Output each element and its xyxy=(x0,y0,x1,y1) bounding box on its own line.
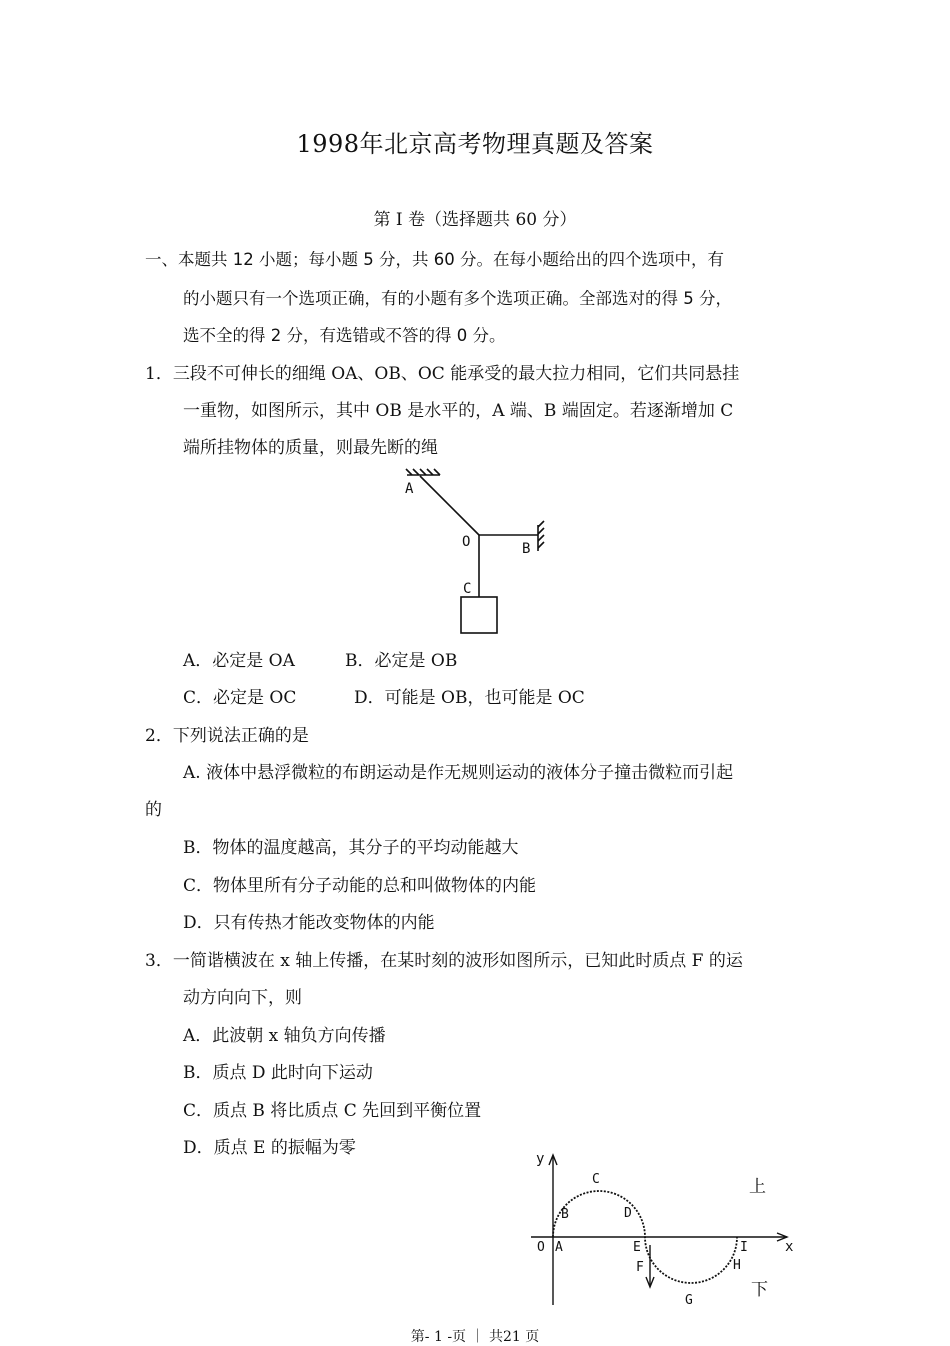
q1-label-b: B xyxy=(522,541,531,557)
instructions-line-1: 一、本题共 12 小题；每小题 5 分，共 60 分。在每小题给出的四个选项中，有 xyxy=(145,250,724,269)
instructions-line-3: 选不全的得 2 分，有选错或不答的得 0 分。 xyxy=(183,326,506,345)
q3-option-d: D．质点 E 的振幅为零 xyxy=(183,1138,356,1158)
q3-label-i: I xyxy=(740,1240,748,1255)
q3-label-d: D xyxy=(624,1206,632,1221)
q3-label-c: C xyxy=(592,1172,600,1187)
q1-option-a: A．必定是 OA xyxy=(183,651,295,671)
page-footer: 第- 1 -页 ｜ 共21 页 xyxy=(410,1329,540,1345)
q3-axis-y-label: y xyxy=(536,1151,545,1167)
q1-option-b: B．必定是 OB xyxy=(345,651,458,671)
q3-wave-figure xyxy=(525,1145,810,1315)
q2-option-c: C．物体里所有分子动能的总和叫做物体的内能 xyxy=(183,876,537,896)
page-title: 1998年北京高考物理真题及答案 xyxy=(296,130,654,158)
q2-option-a-line-1: A. 液体中悬浮微粒的布朗运动是作无规则运动的液体分子撞击微粒而引起 xyxy=(183,763,734,783)
q3-stem-line-1: 3．一简谐横波在 x 轴上传播，在某时刻的波形如图所示，已知此时质点 F 的运 xyxy=(145,951,743,971)
q3-label-g: G xyxy=(685,1293,693,1308)
q3-label-a: A xyxy=(555,1240,563,1255)
q1-label-o: O xyxy=(462,534,471,550)
q2-option-d: D．只有传热才能改变物体的内能 xyxy=(183,913,435,933)
instructions-line-2: 的小题只有一个选项正确，有的小题有多个选项正确。全部选对的得 5 分， xyxy=(183,289,732,308)
q2-option-b: B．物体的温度越高，其分子的平均动能越大 xyxy=(183,838,519,858)
q3-label-down: 下 xyxy=(751,1280,768,1300)
q2-option-a-line-2: 的 xyxy=(145,800,162,820)
q3-label-o: O xyxy=(537,1240,545,1255)
q1-option-d: D．可能是 OB，也可能是 OC xyxy=(354,688,585,708)
q1-label-a: A xyxy=(405,481,414,497)
q3-label-f: F xyxy=(636,1260,644,1275)
q1-stem-line-2: 一重物，如图所示，其中 OB 是水平的，A 端、B 端固定。若逐渐增加 C xyxy=(183,401,734,421)
q3-option-b: B．质点 D 此时向下运动 xyxy=(183,1063,373,1083)
q1-label-c: C xyxy=(463,581,472,597)
q3-option-a: A．此波朝 x 轴负方向传播 xyxy=(183,1026,386,1046)
q3-label-up: 上 xyxy=(749,1177,766,1197)
q2-stem: 2．下列说法正确的是 xyxy=(145,726,309,746)
section-title: 第 I 卷（选择题共 60 分） xyxy=(373,210,577,230)
q1-stem-line-3: 端所挂物体的质量，则最先断的绳 xyxy=(183,438,438,458)
q3-label-h: H xyxy=(733,1258,741,1273)
q3-axis-x-label: x xyxy=(785,1239,794,1255)
q3-label-e: E xyxy=(633,1240,641,1255)
q1-option-c: C．必定是 OC xyxy=(183,688,297,708)
q3-option-c: C．质点 B 将比质点 C 先回到平衡位置 xyxy=(183,1101,482,1121)
q3-stem-line-2: 动方向向下，则 xyxy=(183,988,302,1008)
q3-label-b: B xyxy=(561,1207,569,1222)
q1-stem-line-1: 1．三段不可伸长的细绳 OA、OB、OC 能承受的最大拉力相同，它们共同悬挂 xyxy=(145,364,740,384)
q1-rope-figure xyxy=(395,465,565,640)
